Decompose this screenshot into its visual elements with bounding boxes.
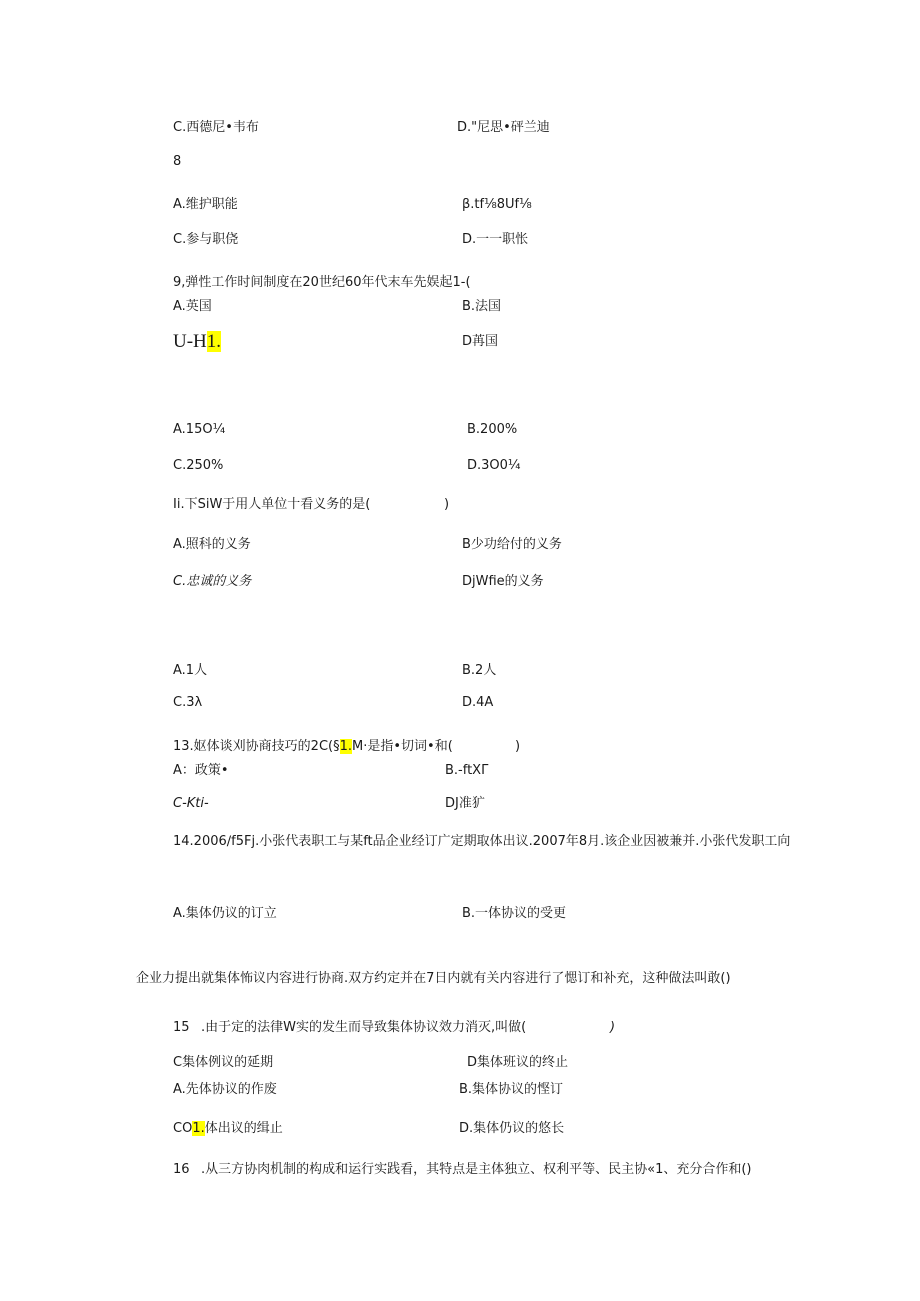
option-a: A.集体仍议的订立 [173, 906, 277, 921]
question-bracket: ) [444, 497, 450, 512]
option-c [173, 1120, 283, 1138]
highlighted-text: 1. [339, 739, 353, 754]
option-a: A.维护职能 [173, 197, 238, 212]
option-d: D.集体仍议的悠长 [459, 1121, 565, 1136]
option-text: CO [173, 1121, 193, 1136]
option-d: D.4A [462, 695, 494, 710]
option-b: B.一体协议的受更 [462, 906, 567, 921]
question-bracket: ) [515, 739, 521, 754]
option-d: D苒国 [462, 334, 499, 349]
option-b: B少功给付的义务 [462, 537, 562, 552]
option-text: U-H [173, 331, 207, 352]
highlighted-text: 1. [192, 1121, 205, 1136]
option-b: B.-ftXΓ [445, 763, 489, 778]
question-text: M·是指•切词•和( [352, 739, 453, 754]
option-c: C.250% [173, 458, 224, 473]
option-d: DjWfie的义务 [462, 574, 544, 589]
option-a: A.照科的义务 [173, 537, 251, 552]
option-d: DJ准犷 [445, 796, 485, 811]
option-a: A.英国 [173, 299, 212, 314]
question-number: 15 [173, 1020, 190, 1035]
question-13 [173, 738, 453, 756]
option-b: B.法国 [462, 299, 502, 314]
option-a: A.先体协议的作废 [173, 1082, 277, 1097]
option-b: B.集体协议的悭订 [459, 1082, 564, 1097]
option-c: C集体例议的延期 [173, 1055, 274, 1070]
option-d: D."尼思•砰兰迪 [457, 120, 550, 135]
question-number: 16 [173, 1162, 190, 1177]
question-14-continued: 企业力提出就集体怖议内容进行协商.双方约定并在7日内就有关内容进行了愢订和补充，这种做法叫敢() [136, 971, 731, 986]
option-c: C.西德尼•韦布 [173, 120, 259, 135]
option-c [173, 331, 221, 353]
option-d: D.3O0¼ [467, 458, 521, 473]
option-c: C.参与职侥 [173, 232, 239, 247]
question-11: Ii.下SiW于用人单位十看义务的是( [173, 497, 371, 512]
question-14: 14.2006∕f5Fj.小张代表职工与某ft品企业经订广定期取体出议.2007年8月.该企业因被兼并.小张代发职工向 [173, 834, 791, 849]
option-b: B.2人 [462, 663, 497, 678]
option-b: B.200% [467, 422, 518, 437]
option-c: C.3λ [173, 695, 203, 710]
option-text: 体出议的缉止 [204, 1121, 283, 1136]
option-c: C-Kti- [173, 796, 209, 811]
question-16: .从三方协肉机制的构成和运行实践看，其特点是主体独立、权利平等、民主协«1、充分合作和() [201, 1162, 752, 1177]
question-9: 9,弹性工作时间制度在20世纪60年代末车先娱起1-( [173, 275, 471, 290]
option-a: A.1人 [173, 663, 208, 678]
option-c: C.忠诚的义务 [173, 574, 252, 589]
question-text: 13.妪体谈刈协商技巧的2C(§ [173, 739, 340, 754]
option-d: D集体班议的终止 [467, 1055, 569, 1070]
question-number: 8 [173, 154, 182, 169]
option-a: A：政策• [173, 763, 229, 778]
option-a: A.15O¼ [173, 422, 226, 437]
question-15 [201, 1019, 526, 1037]
highlighted-text: 1. [206, 331, 222, 352]
option-b: β.tf⅛8Uf⅛ [462, 197, 532, 212]
question-text: .由于定的法律W实的发生而导致集体协议效力消灭,叫做( [201, 1020, 527, 1035]
question-bracket: ) [610, 1020, 616, 1035]
option-d: D.一一职怅 [462, 232, 529, 247]
